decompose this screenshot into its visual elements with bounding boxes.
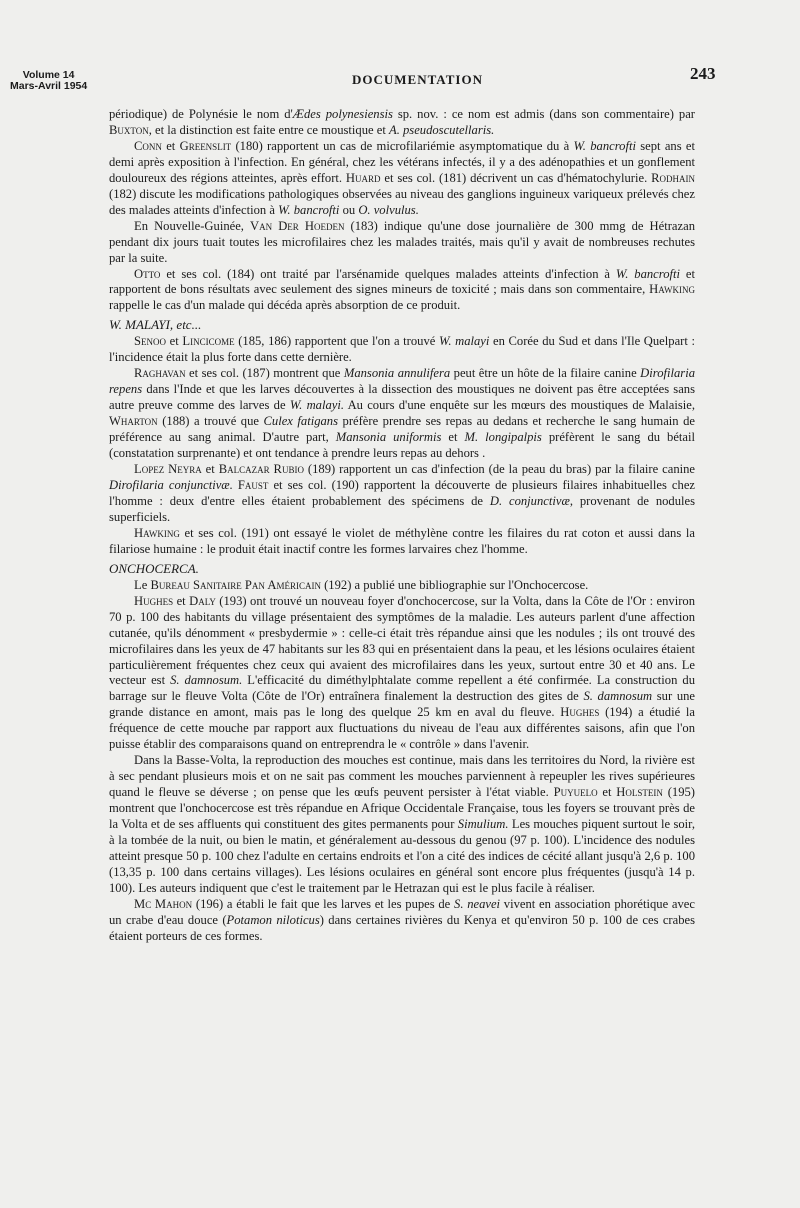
section-heading: W. MALAYI, etc... <box>109 317 202 333</box>
paragraph: En Nouvelle-Guinée, Van Der Hoeden (183) indique qu'une dose journalière de 300 mmg de Hétrazan pendant dix jours tuait toutes les microfilaires chez les malades traités, mais qu'il y avait de nombreuses rechutes par la suite. <box>109 218 695 265</box>
issue-date: Mars-Avril 1954 <box>10 80 88 92</box>
paragraph: Raghavan et ses col. (187) montrent que Mansonia annulifera peut être un hôte de la filaire canine Dirofilaria repens dans l'Inde et que les larves découvertes à la dissection des moustiques ne doivent pas être acceptées sans autre preuve comme des larves de W. malayi. Au cours d'une enquête sur les mœurs des moustiques de Malaisie, Wharton (188) a trouvé que Culex fatigans préfère prendre ses repas au dedans et recherche le sang humain de préférence au sang animal. D'autre part, Mansonia uniformis et M. longipalpis préfèrent le sang du bétail (constatation surprenante) et ont tendance à prendre leurs repas au dehors . <box>109 366 696 461</box>
paragraph: Le Bureau Sanitaire Pan Américain (192) a publié une bibliographie sur l'Onchocercose. <box>134 577 589 592</box>
paragraph: périodique) de Polynésie le nom d'Ædes polynesiensis sp. nov. : ce nom est admis (dans son commentaire) par Buxton, et la distinction est faite entre ce moustique et A. pseudoscutellaris. <box>109 107 695 137</box>
paragraph: Dans la Basse-Volta, la reproduction des mouches est continue, mais dans les territoires du Nord, la rivière est à sec pendant plusieurs mois et on ne sait pas comment les mouches parviennent à repeupler les rives supérieures quand le fleuve se déverse ; on pense que les œufs peuvent persister à l'état viable. Puyuelo et Holstein (195) montrent que l'onchocercose est très répandue en Afrique Occidentale Française, tous les foyers se trouvant près de la Volta et de ses affluents qui constituent des gites permanents pour Simulium. Les mouches piquent surtout le soir, à la tombée de la nuit, ou bien le matin, et généralement au-dessous du genou (97 p. 100). L'incidence des nodules atteint presque 50 p. 100 chez l'adulte en certains endroits et l'on a cité des indices de cécité allant jusqu'à 2,6 p. 100 (13,35 p. 100 dans certains villages). Les lésions oculaires en général sont encore plus fréquentes (jusqu'à 14 p. 100). Les auteurs indiquent que c'est le traitement par le Hetrazan qui est le plus facile à réaliser. <box>109 753 695 895</box>
page-number: 243 <box>690 64 716 83</box>
body-text <box>109 107 695 945</box>
paragraph: Mc Mahon (196) a établi le fait que les larves et les pupes de S. neavei vivent en association phorétique avec un crabe d'eau douce (Potamon niloticus) dans certaines rivières du Kenya et qu'environ 50 p. 100 de ces crabes étaient porteurs de ces formes. <box>109 896 695 943</box>
paragraph: Lopez Neyra et Balcazar Rubio (189) rapportent un cas d'infection (de la peau du bras) par la filaire canine Dirofilaria conjunctivæ. Faust et ses col. (190) rapportent la découverte de plusieurs filaires inhabituelles chez l'homme : deux d'entre elles étaient probablement des spécimens de D. conjunctivæ, provenant de nodules superficiels. <box>109 462 696 524</box>
volume-number: Volume 14 <box>22 69 75 81</box>
volume-info <box>10 70 87 92</box>
paragraph: Hughes et Daly (193) ont trouvé un nouveau foyer d'onchocercose, sur la Volta, dans la Côte de l'Or : environ 70 p. 100 des habitants du village présentaient des symptômes de la maladie. Les auteurs parlent d'une affection cutanée, qu'ils dénomment « presbydermie » : celle-ci était très répandue ainsi que les nodules ; ils ont trouvé des microfilaires dans les yeux de 47 habitants sur les 83 qui en présentaient dans la peau, et les lésions oculaires étaient particulièrement fréquentes chez ceux qui avaient des microfilaires dans les yeux, surtout entre 30 et 40 ans. Le vecteur est S. damnosum. L'efficacité du diméthylphtalate comme repellent a été confirmée. La construction du barrage sur le fleuve Volta (Côte de l'Or) entraînera finalement la destruction des gites de S. damnosum sur une grande distance en amont, mais pas le long des quelque 25 km en aval du fleuve. Hughes (194) a étudié la fréquence de cette mouche par rapport aux fluctuations du niveau de l'eau aux différentes saisons, afin que l'on puisse établir des comparaisons quand on entreprendra le « contrôle » dans l'avenir. <box>109 593 696 752</box>
paragraph: Senoo et Lincicome (185, 186) rapportent que l'on a trouvé W. malayi en Corée du Sud et dans l'Ile Quelpart : l'incidence était la plus forte dans cette dernière. <box>109 334 695 365</box>
running-title: DOCUMENTATION <box>352 72 483 87</box>
paragraph: Hawking et ses col. (191) ont essayé le violet de méthylène contre les filaires du rat coton et aussi dans la filariose humaine : le produit était inactif contre les formes larvaires chez l'homme. <box>109 525 695 556</box>
paragraph: Otto et ses col. (184) ont traité par l'arsénamide quelques malades atteints d'infection à W. bancrofti et rapportent de bons résultats avec seulement des signes mineurs de toxicité ; mais dans son commentaire, Hawking rappelle le cas d'un malade qui décéda après absorption de ce produit. <box>109 266 695 313</box>
section-heading: ONCHOCERCA. <box>109 560 199 576</box>
paragraph: Conn et Greenslit (180) rapportent un cas de microfilariémie asymptomatique du à W. bancrofti sept ans et demi après exposition à l'infection. En général, chez les vétérans infectés, il y a des adénopathies et un gonflement douloureux des régions atteintes, après effort. Huard et ses col. (181) décrivent un cas d'hématochylurie. Rodhain (182) discute les modifications pathologiques observées au niveau des ganglions inguineux variqueux prélevés chez des malades atteints d'infection à W. bancrofti ou O. volvulus. <box>109 138 695 217</box>
